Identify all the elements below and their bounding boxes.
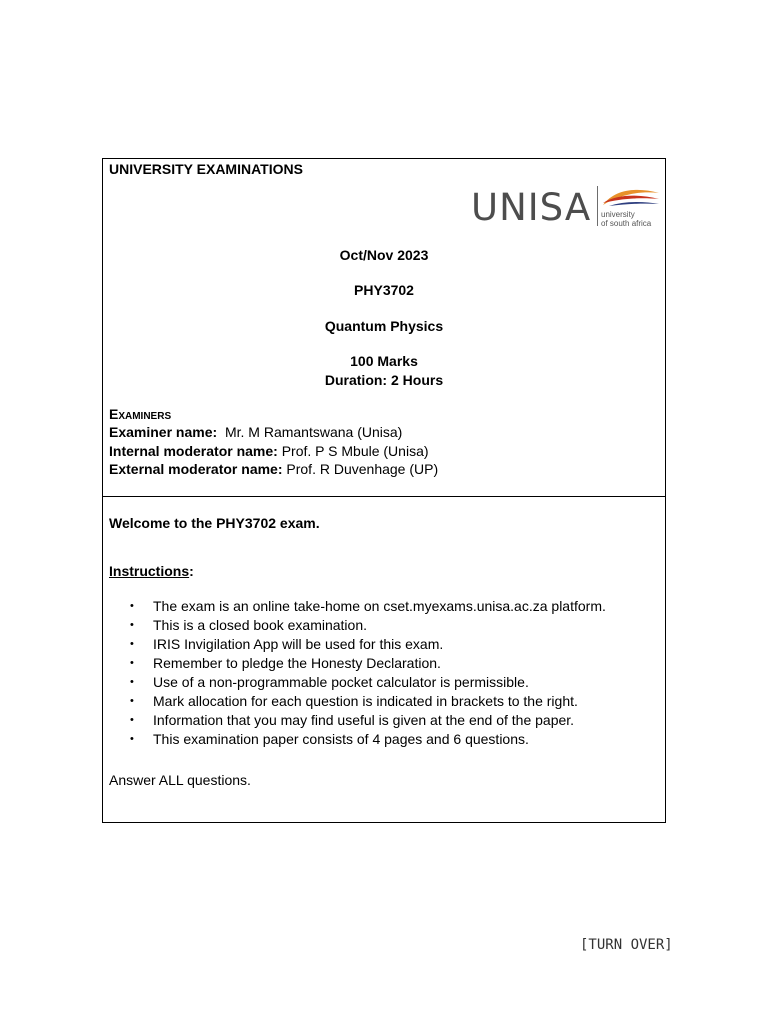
external-moderator-value: Prof. R Duvenhage (UP) bbox=[286, 461, 439, 477]
bullet-icon: • bbox=[130, 600, 134, 612]
section-divider bbox=[103, 496, 665, 497]
exam-duration: Duration: 2 Hours bbox=[324, 372, 444, 388]
instructions-heading-colon: : bbox=[189, 563, 194, 579]
examiner-label: Examiner name: bbox=[109, 424, 218, 440]
examiners-heading: Examiners bbox=[109, 406, 172, 422]
examiner-row bbox=[109, 423, 402, 441]
instructions-heading-text: Instructions bbox=[109, 563, 190, 579]
instruction-text: This examination paper consists of 4 pages and 6 questions. bbox=[153, 731, 529, 747]
bullet-icon: • bbox=[130, 676, 134, 688]
unisa-logo bbox=[471, 185, 661, 231]
logo-subtitle-line1: university bbox=[601, 210, 635, 219]
instruction-text: Use of a non-programmable pocket calculator is permissible. bbox=[153, 674, 529, 690]
logo-divider bbox=[597, 186, 598, 226]
exam-session: Oct/Nov 2023 bbox=[339, 247, 429, 263]
bullet-icon: • bbox=[130, 695, 134, 707]
bullet-icon: • bbox=[130, 733, 134, 745]
instruction-text: Mark allocation for each question is indicated in brackets to the right. bbox=[153, 693, 578, 709]
turn-over-label: [TURN OVER] bbox=[580, 937, 673, 953]
internal-moderator-row bbox=[109, 442, 429, 460]
logo-wordmark: UNISA bbox=[471, 186, 592, 229]
external-moderator-row bbox=[109, 460, 438, 478]
total-marks: 100 Marks bbox=[350, 353, 418, 369]
instructions-heading bbox=[109, 562, 194, 580]
exam-cover-box bbox=[102, 158, 666, 823]
logo-subtitle-line2: of south africa bbox=[601, 219, 652, 228]
instruction-text: This is a closed book examination. bbox=[153, 617, 367, 633]
bullet-icon: • bbox=[130, 638, 134, 650]
logo-subtitle bbox=[601, 210, 651, 228]
welcome-text: Welcome to the PHY3702 exam. bbox=[109, 515, 320, 531]
bullet-icon: • bbox=[130, 619, 134, 631]
exam-heading: UNIVERSITY EXAMINATIONS bbox=[109, 161, 303, 177]
internal-moderator-label: Internal moderator name: bbox=[109, 443, 278, 459]
instruction-text: IRIS Invigilation App will be used for this exam. bbox=[153, 636, 444, 652]
answer-all-text: Answer ALL questions. bbox=[109, 772, 251, 788]
logo-swoosh-icon bbox=[601, 185, 661, 209]
module-name: Quantum Physics bbox=[324, 318, 444, 334]
examiner-value: Mr. M Ramantswana (Unisa) bbox=[224, 424, 403, 440]
bullet-icon: • bbox=[130, 657, 134, 669]
instruction-text: Information that you may find useful is given at the end of the paper. bbox=[153, 712, 575, 728]
instruction-text: Remember to pledge the Honesty Declaration. bbox=[153, 655, 441, 671]
internal-moderator-value: Prof. P S Mbule (Unisa) bbox=[281, 443, 429, 459]
bullet-icon: • bbox=[130, 714, 134, 726]
external-moderator-label: External moderator name: bbox=[109, 461, 283, 477]
module-code: PHY3702 bbox=[354, 282, 414, 298]
instruction-text: The exam is an online take-home on cset.myexams.unisa.ac.za platform. bbox=[153, 598, 606, 614]
